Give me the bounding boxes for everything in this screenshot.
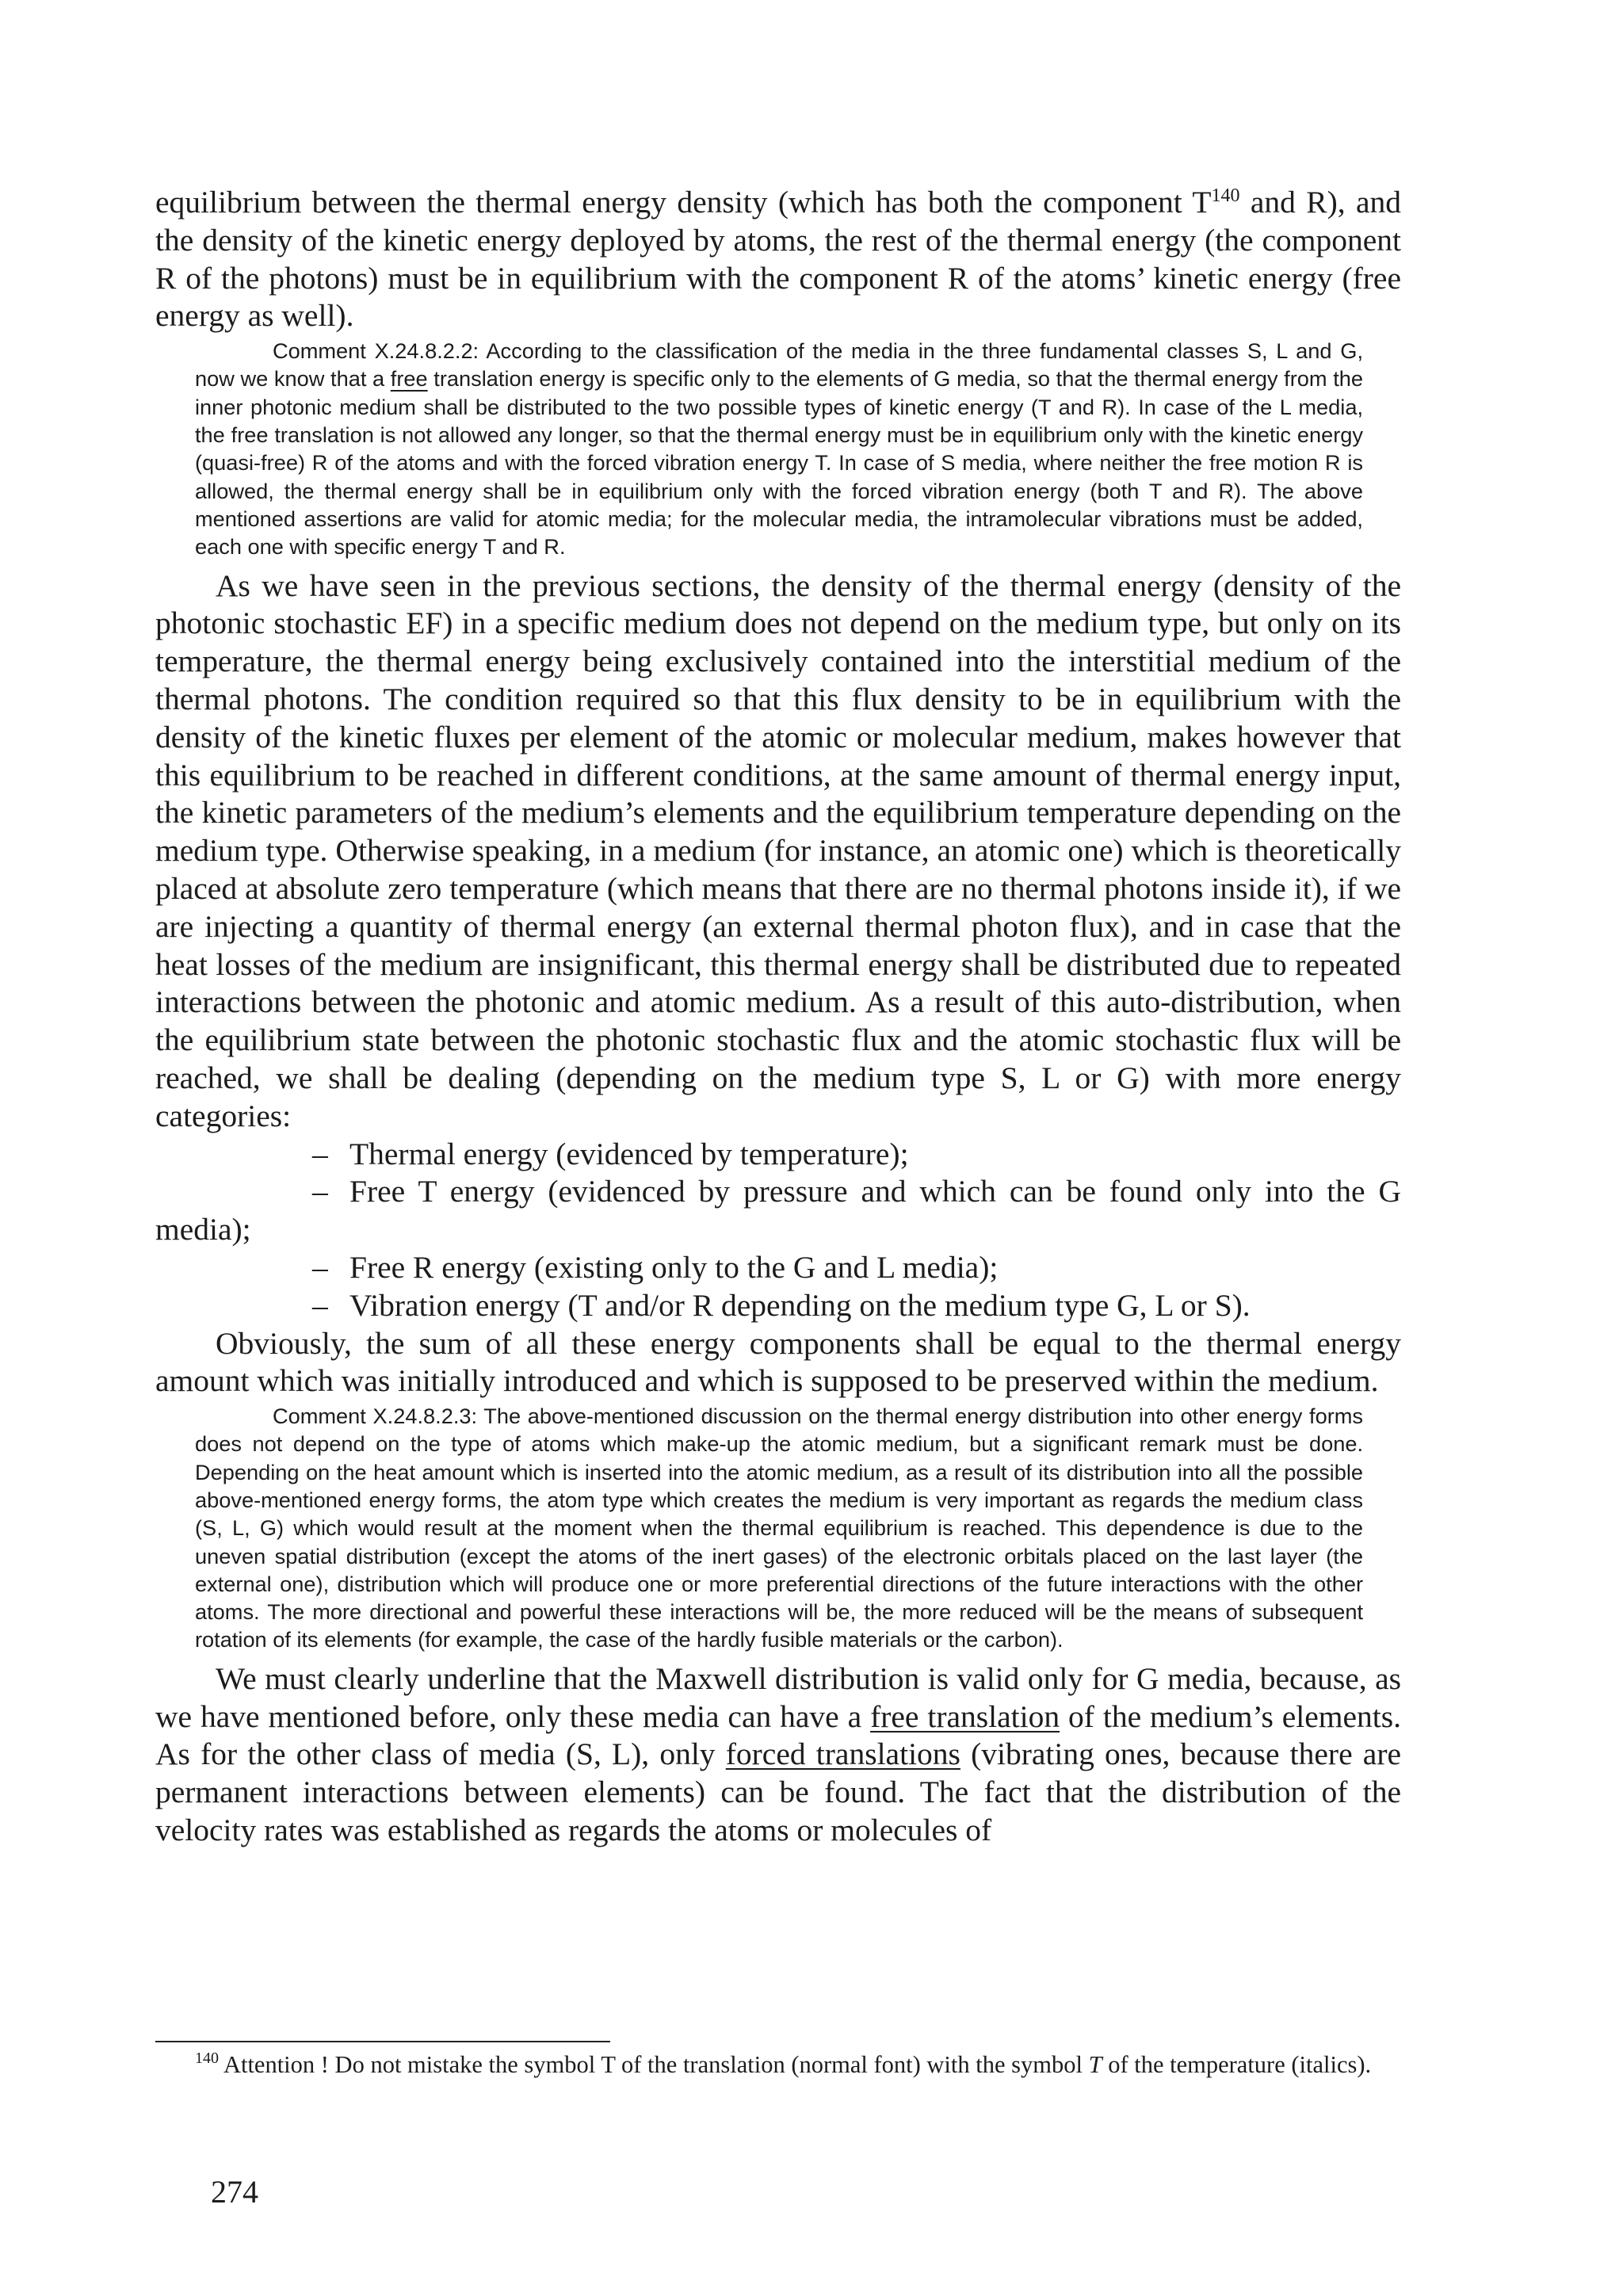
underlined-free-translation: free translation (870, 1698, 1060, 1734)
underlined-forced-translations: forced translations (725, 1736, 960, 1772)
page-body (155, 184, 1401, 1850)
paragraph-1-text-a: equilibrium between the thermal energy density (which has both the component T (155, 185, 1212, 220)
paragraph-1 (155, 184, 1401, 335)
energy-categories-list (155, 1136, 1401, 1325)
list-item-text: Free T energy (evidenced by pressure and which can be found only into the G media); (155, 1174, 1401, 1247)
paragraph-4-text-c: (vibrating ones, because there are permanent interactions between elements) can be found. The fact that the distribution of the velocity rates was established as regards the atoms or molecules of (155, 1736, 1402, 1847)
list-item (155, 1136, 1401, 1174)
paragraph-3: Obviously, the sum of all these energy components shall be equal to the thermal energy amount which was initially introduced and which is supposed to be preserved within the medium. (155, 1325, 1401, 1399)
footnote-text-a: Attention ! Do not mistake the symbol T of the translation (normal font) with the symbol (219, 2051, 1089, 2078)
footnote-text-b: of the temperature (italics). (1102, 2051, 1372, 2078)
comment-x-24-8-2-2 (195, 337, 1363, 560)
list-item (155, 1249, 1401, 1287)
dash-bullet: – (312, 1249, 328, 1285)
paragraph-4 (155, 1660, 1401, 1850)
footnote-italic-symbol: T (1088, 2051, 1102, 2078)
paragraph-2: As we have seen in the previous sections, the density of the thermal energy (density of the photonic stochastic EF) in a specific medium does not depend on the medium type, but only on its temperature, the thermal energy being exclusively contained into the interstitial medium of the thermal photons. The condition required so that this flux density to be in equilibrium with the density of the kinetic fluxes per element of the atomic or molecular medium, makes however that this equilibrium to be reached in different conditions, at the same amount of thermal energy input, the kinetic parameters of the medium’s elements and the equilibrium temperature depending on the medium type. Otherwise speaking, in a medium (for instance, an atomic one) which is theoretically placed at absolute zero temperature (which means that there are no thermal photons inside it), if we are injecting a quantity of thermal energy (an external thermal photon flux), and in case that the heat losses of the medium are insignificant, this thermal energy shall be distributed due to repeated interactions between the photonic and atomic medium. As a result of this auto-distribution, when the equilibrium state between the photonic stochastic flux and the atomic stochastic flux will be reached, we shall be dealing (depending on the medium type S, L or G) with more energy categories: (155, 567, 1401, 1133)
dash-bullet: – (312, 1174, 328, 1209)
list-item-text: Vibration energy (T and/or R depending on the medium type G, L or S). (349, 1287, 1251, 1323)
footnote-separator (155, 2041, 610, 2042)
list-item (155, 1287, 1401, 1325)
paragraph-4-text-a: We must clearly underline that the Maxwell distribution is valid only for G media, because, as we have mentioned before, only these media can have a (155, 1660, 1401, 1734)
list-item-text: Thermal energy (evidenced by temperature); (349, 1136, 909, 1171)
comment-1-text-b: translation energy is specific only to the elements of G media, so that the thermal energy from the inner photonic medium shall be distributed to the two possible types of kinetic energy (T and R). In case of the L media, the free translation is not allowed any longer, so that the thermal energy must be in equilibrium only with the kinetic energy (quasi-free) R of the atoms and with the forced vibration energy T. In case of S media, where neither the free motion R is allowed, the thermal energy shall be in equilibrium only with the forced vibration energy (both T and R). The above mentioned assertions are valid for atomic media; for the molecular media, the intramolecular vibrations must be added, each one with specific energy T and R. (195, 366, 1363, 560)
comment-1-underlined: free (390, 366, 428, 392)
dash-bullet: – (312, 1287, 328, 1323)
comment-x-24-8-2-3: Comment X.24.8.2.3: The above-mentioned discussion on the thermal energy distribution into other energy forms does not depend on the type of atoms which make-up the atomic medium, but a significant remark must be done. Depending on the heat amount which is inserted into the atomic medium, as a result of its distribution into all the possible above-mentioned energy forms, the atom type which creates the medium is very important as regards the medium class (S, L, G) which would result at the moment when the thermal equilibrium is reached. This dependence is due to the uneven spatial distribution (except the atoms of the inert gases) of the electronic orbitals placed on the last layer (the external one), distribution which will produce one or more preferential directions of the future interactions with the other atoms. The more directional and powerful these interactions will be, the more reduced will be the means of subsequent rotation of its elements (for example, the case of the hardly fusible materials or the carbon). (195, 1404, 1363, 1652)
list-item-text: Free R energy (existing only to the G and L media); (349, 1249, 999, 1285)
list-item (155, 1173, 1401, 1249)
page-number: 274 (211, 2174, 258, 2210)
dash-bullet: – (312, 1136, 328, 1171)
footnote-140 (155, 2050, 1401, 2079)
footnote-ref-140[interactable]: 140 (1211, 185, 1240, 206)
comment-1-text-a: Comment X.24.8.2.2: According to the classification of the media in the three fundamental classes S, L and G, now we know that a (195, 338, 1363, 392)
footnote-number: 140 (195, 2050, 219, 2067)
paragraph-1-text-b: and R), and the density of the kinetic energy deployed by atoms, the rest of the thermal energy (the component R of the photons) must be in equilibrium with the component R of the atoms’ kinetic energy (free energy as well). (155, 185, 1401, 334)
paragraph-4-text-b: of the medium’s elements. As for the other class of media (S, L), only (155, 1698, 1401, 1772)
